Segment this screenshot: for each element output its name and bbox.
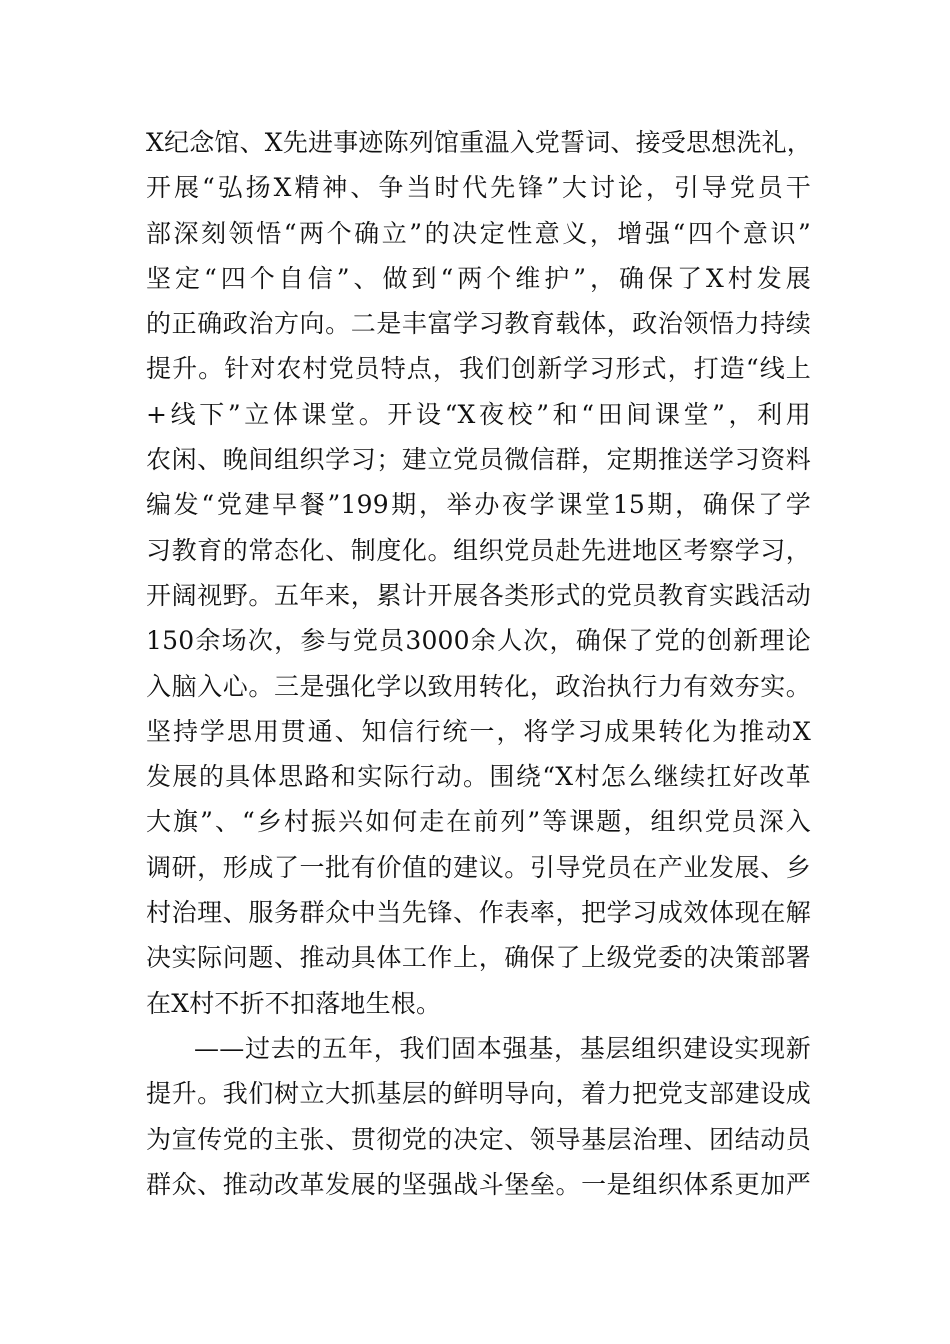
text-line: 开阔视野。五年来，累计开展各类形式的党员教育实践活动 — [146, 580, 811, 610]
text-line: 部深刻领悟“两个确立”的决定性意义，增强“四个意识” — [146, 218, 811, 248]
body-text — [146, 120, 811, 1207]
text-line: 农闲、晚间组织学习；建立党员微信群，定期推送学习资料 — [146, 445, 811, 475]
text-line: 习教育的常态化、制度化。组织党员赴先进地区考察学习， — [146, 535, 811, 565]
text-line: 发展的具体思路和实际行动。围绕“X村怎么继续扛好改革 — [146, 762, 811, 792]
text-line: 坚定“四个自信”、做到“两个维护”，确保了X村发展 — [146, 263, 811, 293]
text-line: 提升。我们树立大抓基层的鲜明导向，着力把党支部建设成 — [146, 1079, 811, 1109]
text-line: 提升。针对农村党员特点，我们创新学习形式，打造“线上 — [146, 354, 811, 384]
text-line: 大旗”、“乡村振兴如何走在前列”等课题，组织党员深入 — [146, 807, 811, 837]
text-line: 决实际问题、推动具体工作上，确保了上级党委的决策部署 — [146, 943, 811, 973]
text-line: 群众、推动改革发展的坚强战斗堡垒。一是组织体系更加严 — [146, 1169, 811, 1199]
text-line: +线下”立体课堂。开设“X夜校”和“田间课堂”，利用 — [146, 399, 811, 429]
text-line: 为宣传党的主张、贯彻党的决定、领导基层治理、团结动员 — [146, 1124, 811, 1154]
text-line: 编发“党建早餐”199期，举办夜学课堂15期，确保了学 — [146, 490, 811, 520]
text-line: 的正确政治方向。二是丰富学习教育载体，政治领悟力持续 — [146, 309, 811, 339]
text-line: 150余场次，参与党员3000余人次，确保了党的创新理论 — [146, 626, 811, 656]
paragraph-start-line: ——过去的五年，我们固本强基，基层组织建设实现新 — [194, 1033, 811, 1063]
text-line: X纪念馆、X先进事迹陈列馆重温入党誓词、接受思想洗礼， — [146, 128, 812, 157]
text-line: 村治理、服务群众中当先锋、作表率，把学习成效体现在解 — [146, 898, 811, 928]
text-line: 开展“弘扬X精神、争当时代先锋”大讨论，引导党员干 — [146, 173, 811, 203]
text-line: 调研，形成了一批有价值的建议。引导党员在产业发展、乡 — [146, 852, 811, 882]
text-line: 入脑入心。三是强化学以致用转化，政治执行力有效夯实。 — [146, 671, 811, 701]
paragraph-end-line: 在X村不折不扣落地生根。 — [146, 988, 442, 1018]
text-line: 坚持学思用贯通、知信行统一，将学习成果转化为推动X — [146, 716, 811, 746]
